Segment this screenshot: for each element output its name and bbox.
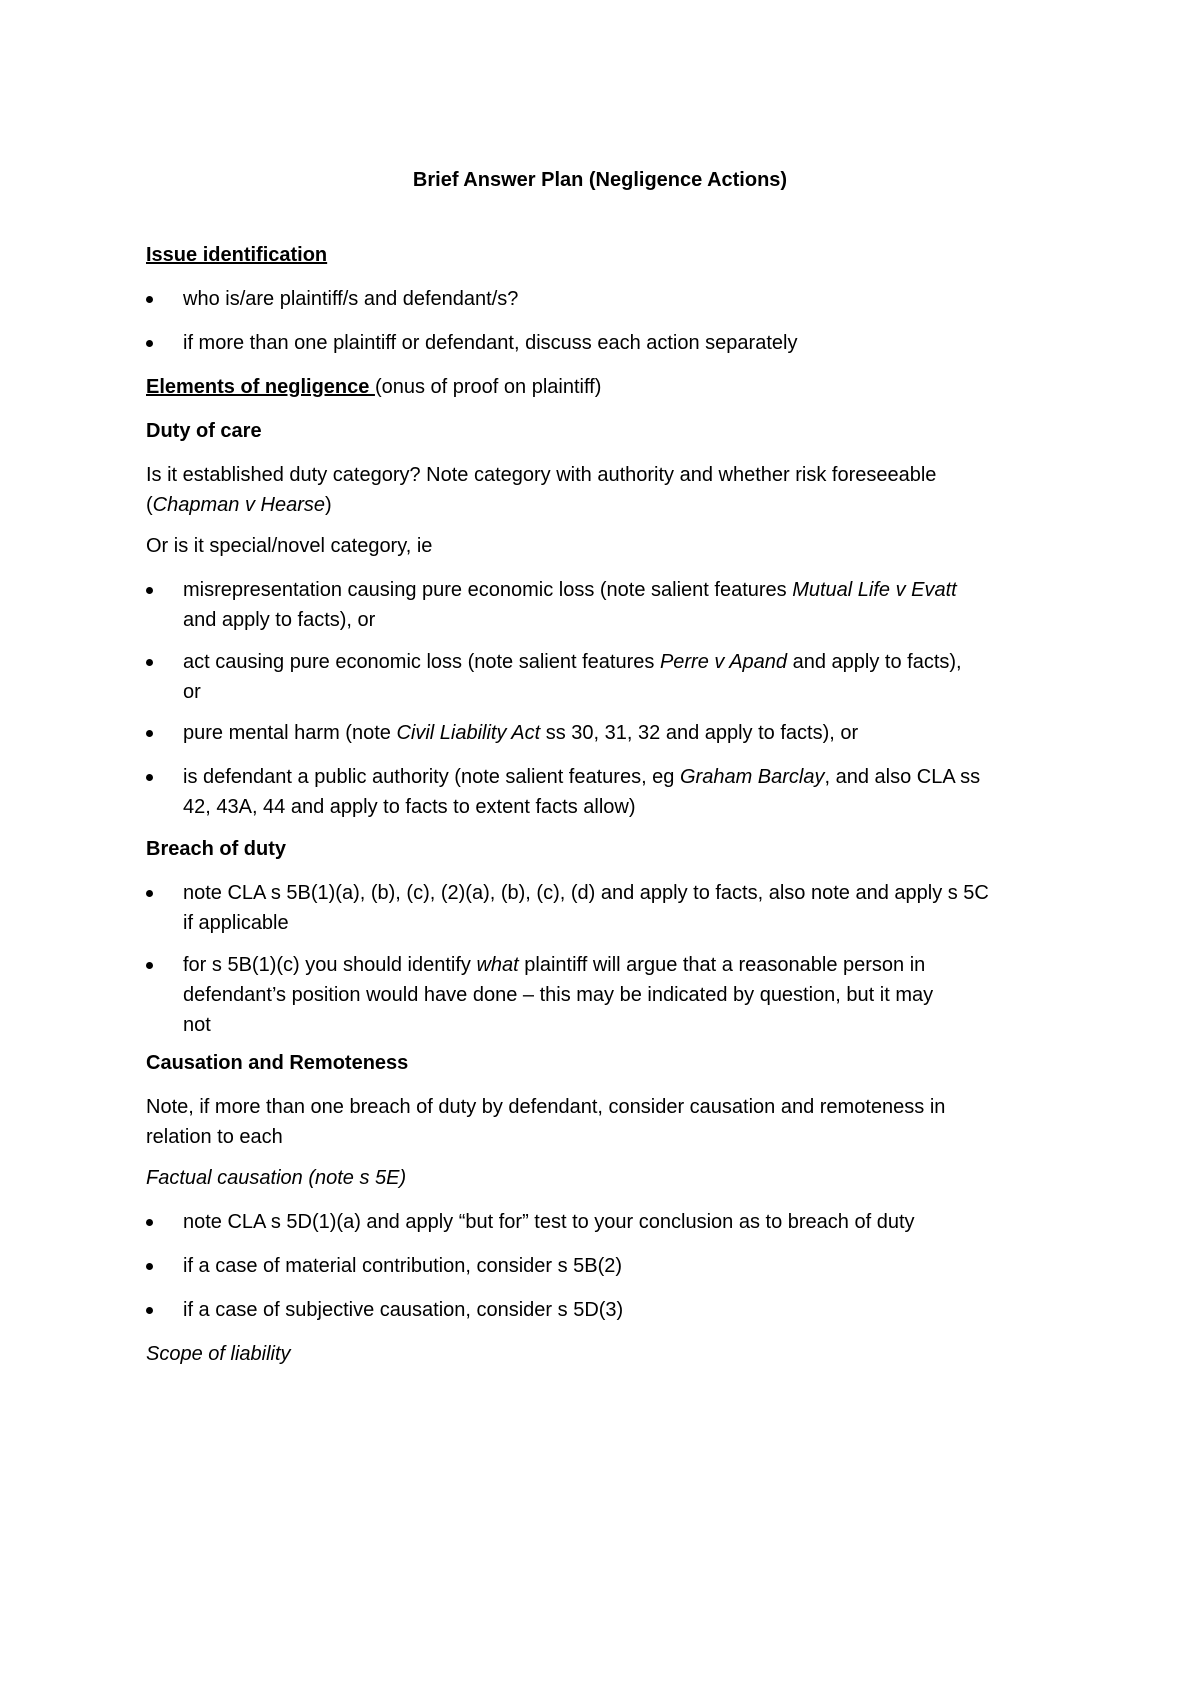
breach-of-duty-heading: Breach of duty bbox=[146, 838, 287, 860]
list-item-text bbox=[183, 718, 1063, 748]
list-item-text-part: plaintiff will argue that a reasonable person in bbox=[518, 954, 926, 976]
issue-identification-heading: Issue identification bbox=[146, 244, 328, 266]
list-item-text bbox=[183, 762, 1063, 822]
list-item-text-part: and apply to facts), or bbox=[183, 609, 376, 631]
list-item-text bbox=[183, 647, 1063, 707]
case-name: Chapman v Hearse bbox=[152, 494, 325, 516]
elements-of-negligence-line bbox=[146, 372, 601, 402]
list-item-text-part: or bbox=[183, 681, 201, 703]
factual-causation-heading: Factual causation (note s 5E) bbox=[146, 1167, 407, 1189]
bullet-icon bbox=[146, 962, 153, 969]
case-name: Mutual Life v Evatt bbox=[792, 579, 957, 601]
list-item-text-part: and apply to facts), bbox=[787, 651, 962, 673]
novel-category-intro: Or is it special/novel category, ie bbox=[146, 535, 433, 557]
scope-of-liability-heading: Scope of liability bbox=[146, 1343, 291, 1365]
established-line-2 bbox=[146, 490, 936, 520]
list-item-text bbox=[183, 950, 1063, 1040]
list-item-text: if a case of material contribution, consider s 5B(2) bbox=[183, 1255, 623, 1277]
list-item-text: if more than one plaintiff or defendant, discuss each action separately bbox=[183, 332, 798, 354]
paren-open: ( bbox=[146, 494, 153, 516]
causation-note-paragraph bbox=[146, 1092, 945, 1152]
bullet-icon bbox=[146, 1219, 153, 1226]
case-name: Graham Barclay bbox=[679, 766, 825, 788]
list-item-text-part: 42, 43A, 44 and apply to facts to extent facts allow) bbox=[183, 796, 636, 818]
list-item-text-part: for s 5B(1)(c) you should identify bbox=[183, 954, 477, 976]
list-item-text-part: defendant’s position would have done – this may be indicated by question, but it may bbox=[183, 984, 934, 1006]
bullet-icon bbox=[146, 890, 153, 897]
paren-close: ) bbox=[324, 494, 332, 516]
list-item-text: note CLA s 5D(1)(a) and apply “but for” test to your conclusion as to breach of duty bbox=[183, 1211, 915, 1233]
list-item-text bbox=[183, 878, 1063, 938]
established-line-1: Is it established duty category? Note category with authority and whether risk foreseeable bbox=[146, 464, 937, 486]
elements-suffix: (onus of proof on plaintiff) bbox=[374, 376, 602, 398]
bullet-icon bbox=[146, 340, 153, 347]
list-item-text bbox=[183, 575, 1063, 635]
causation-note-line-2: relation to each bbox=[146, 1126, 283, 1148]
bullet-icon bbox=[146, 730, 153, 737]
list-item-text: if a case of subjective causation, consider s 5D(3) bbox=[183, 1299, 624, 1321]
causation-note-line-1: Note, if more than one breach of duty by defendant, consider causation and remoteness in bbox=[146, 1096, 946, 1118]
list-item-text-part: if applicable bbox=[183, 912, 289, 934]
bullet-icon bbox=[146, 774, 153, 781]
bullet-icon bbox=[146, 296, 153, 303]
list-item-text-part: ss 30, 31, 32 and apply to facts), or bbox=[540, 722, 859, 744]
act-name: Civil Liability Act bbox=[396, 722, 541, 744]
causation-heading: Causation and Remoteness bbox=[146, 1052, 409, 1074]
list-item-text: who is/are plaintiff/s and defendant/s? bbox=[183, 288, 519, 310]
established-category-paragraph bbox=[146, 460, 936, 520]
list-item-text-part: not bbox=[183, 1014, 211, 1036]
case-name: Perre v Apand bbox=[659, 651, 788, 673]
list-item-text-part: note CLA s 5B(1)(a), (b), (c), (2)(a), (b), (c), (d) and apply to facts, also note and apply s 5C bbox=[183, 882, 989, 904]
bullet-icon bbox=[146, 1263, 153, 1270]
bullet-icon bbox=[146, 1307, 153, 1314]
bullet-icon bbox=[146, 587, 153, 594]
elements-heading: Elements of negligence bbox=[146, 376, 375, 398]
emphasis: what bbox=[476, 954, 519, 976]
list-item-text-part: act causing pure economic loss (note salient features bbox=[183, 651, 660, 673]
list-item-text-part: pure mental harm (note bbox=[183, 722, 397, 744]
duty-of-care-heading: Duty of care bbox=[146, 420, 262, 442]
list-item-text-part: misrepresentation causing pure economic loss (note salient features bbox=[183, 579, 793, 601]
list-item-text-part: , and also CLA ss bbox=[824, 766, 981, 788]
page-title: Brief Answer Plan (Negligence Actions) bbox=[412, 169, 788, 191]
bullet-icon bbox=[146, 659, 153, 666]
list-item-text-part: is defendant a public authority (note salient features, eg bbox=[183, 766, 680, 788]
